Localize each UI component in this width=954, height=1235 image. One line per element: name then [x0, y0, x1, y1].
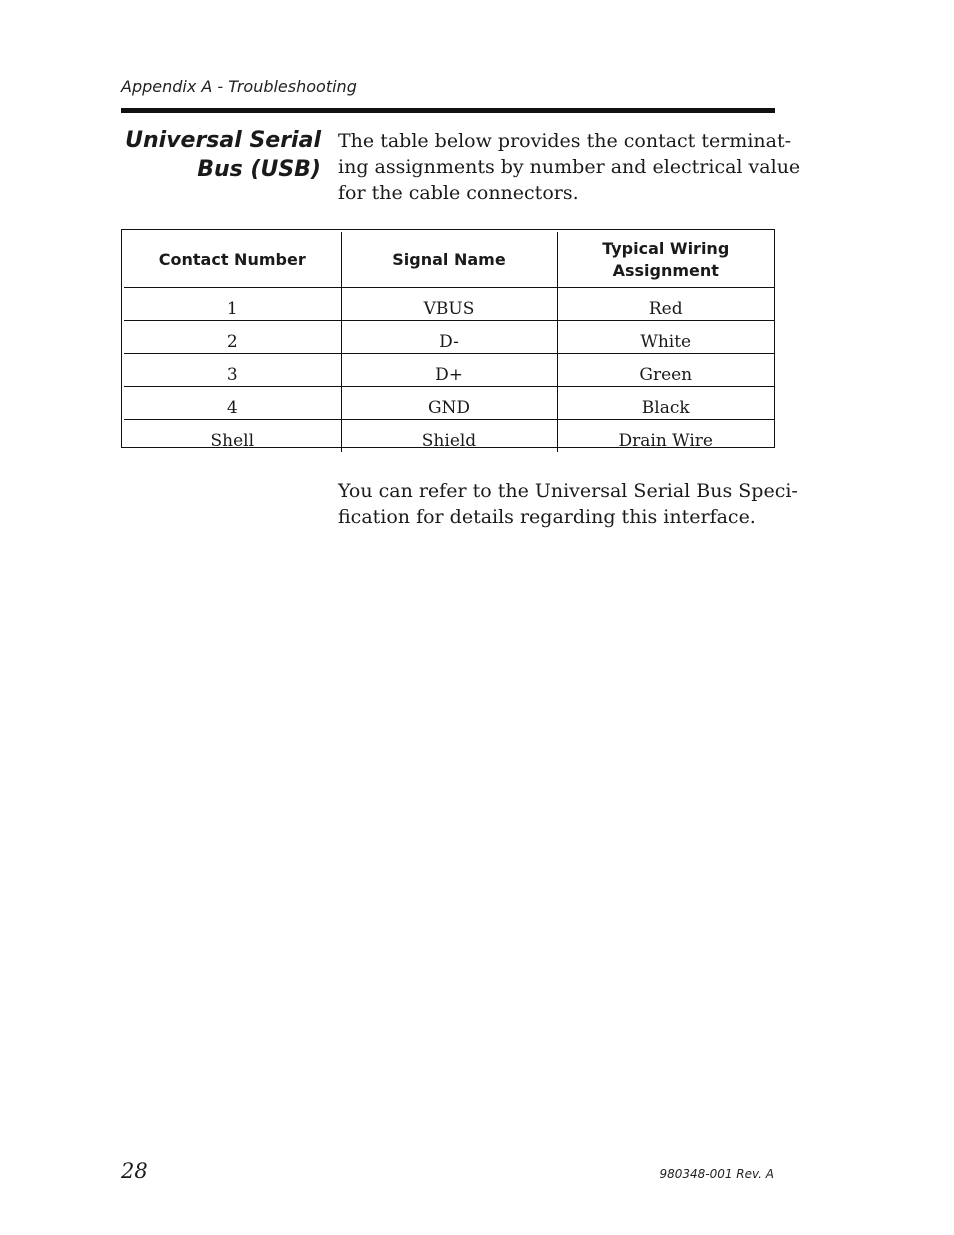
page-number: 28 — [121, 1159, 148, 1183]
table-row — [124, 288, 774, 321]
table-row — [124, 387, 774, 420]
cell-contact: Shell — [124, 420, 341, 453]
cell-signal: Shield — [341, 420, 557, 453]
closing-paragraph — [338, 478, 798, 530]
cell-contact: 2 — [124, 321, 341, 354]
cell-signal: D- — [341, 321, 557, 354]
header-rule — [121, 108, 775, 113]
intro-paragraph — [338, 128, 801, 206]
cell-contact: 3 — [124, 354, 341, 387]
header-signal-name: Signal Name — [341, 232, 557, 288]
table-header-row — [124, 232, 774, 288]
section-heading-line-1: Universal Serial — [125, 128, 321, 153]
header-wiring-line-1: Typical Wiring — [602, 238, 730, 258]
closing-line: fication for details regarding this interface. — [338, 506, 756, 528]
cell-wiring: Green — [557, 354, 774, 387]
usb-wiring-table — [124, 232, 774, 452]
document-reference: 980348-001 Rev. A — [659, 1167, 774, 1181]
usb-wiring-table-frame — [121, 229, 775, 451]
cell-contact: 1 — [124, 288, 341, 321]
intro-line: ing assignments by number and electrical value — [338, 156, 801, 178]
table-row — [124, 321, 774, 354]
cell-wiring: White — [557, 321, 774, 354]
header-typical-wiring-assignment — [557, 232, 774, 288]
header-contact-number: Contact Number — [124, 232, 341, 288]
section-heading-line-2: Bus (USB) — [197, 157, 321, 182]
cell-wiring: Red — [557, 288, 774, 321]
table-row — [124, 420, 774, 453]
header-wiring-line-2: Assignment — [612, 260, 719, 280]
cell-signal: VBUS — [341, 288, 557, 321]
table-row — [124, 354, 774, 387]
section-heading — [121, 126, 321, 184]
cell-signal: D+ — [341, 354, 557, 387]
cell-contact: 4 — [124, 387, 341, 420]
cell-wiring: Black — [557, 387, 774, 420]
intro-line: The table below provides the contact terminat- — [338, 130, 792, 152]
cell-signal: GND — [341, 387, 557, 420]
cell-wiring: Drain Wire — [557, 420, 774, 453]
running-head: Appendix A - Troubleshooting — [121, 77, 357, 96]
closing-line: You can refer to the Universal Serial Bus Speci- — [338, 480, 798, 502]
intro-line: for the cable connectors. — [338, 182, 579, 204]
